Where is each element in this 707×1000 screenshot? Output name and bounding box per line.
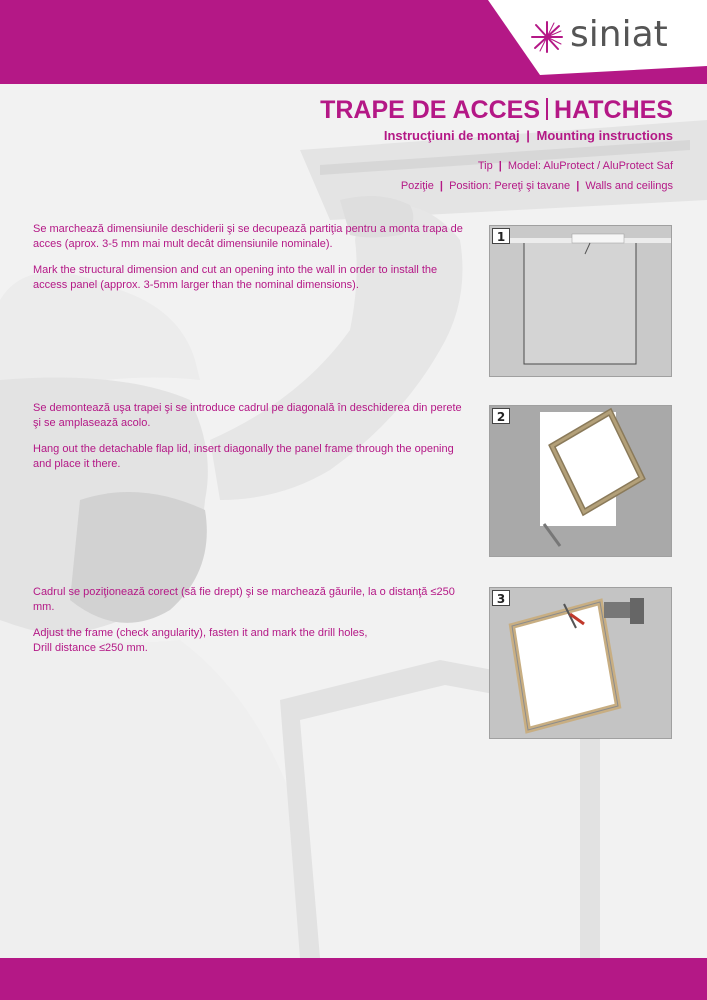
position-value-en: Walls and ceilings [585,180,673,192]
position-line [401,180,673,192]
type-label-ro: Tip [477,160,493,172]
position-value-ro: Pereţi şi tavane [494,180,571,192]
step-3-number: 3 [492,590,510,606]
step-3-text-en-1: Adjust the frame (check angularity), fasten it and mark the drill holes, [33,627,368,639]
step-3-text-en-2: Drill distance ≤250 mm. [33,642,148,654]
position-separator: | [436,180,447,192]
page-subtitle [384,128,673,143]
step-1-text [33,222,463,304]
step-3-illustration [489,587,672,739]
step-3-text [33,585,463,667]
brand-logo-text: siniat [570,14,668,55]
bottom-brand-bar [0,958,707,1000]
subtitle-en: Mounting instructions [536,128,673,143]
position-label-ro: Poziţie [400,180,434,192]
type-separator: | [495,160,505,172]
diagonal-frame-drawing [490,406,672,557]
siniat-star-icon [530,20,564,54]
frame-fastening-drawing [490,588,672,739]
page-title [320,96,673,125]
step-3-text-ro: Cadrul se poziţionează corect (să fie drept) şi se marchează găurile, la o distanţă ≤250 mm. [33,586,455,613]
step-2-illustration [489,405,672,557]
step-2-text-en: Hang out the detachable flap lid, insert diagonally the panel frame through the opening and place it there. [33,443,454,470]
step-1-illustration [489,225,672,377]
type-value: AluProtect / AluProtect Saf [543,160,673,172]
wall-opening-drawing [490,226,672,377]
step-1-number: 1 [492,228,510,244]
title-ro: TRAPE DE ACCES [320,96,541,124]
step-1-text-ro: Se marchează dimensiunile deschiderii şi se decupează partiţia pentru a monta trapa de acces (aprox. 3-5 mm mai mult decât dimensiunile nominale). [33,223,463,250]
step-2-text [33,401,463,483]
step-2-text-ro: Se demontează uşa trapei şi se introduce cadrul pe diagonală în deschiderea din perete şi se amplasează acolo. [33,402,462,429]
title-en: HATCHES [554,96,673,124]
position-value-separator: | [573,180,583,192]
position-label-en: Position: [449,180,492,192]
subtitle-ro: Instrucţiuni de montaj [383,128,520,143]
model-line [478,160,673,172]
step-2-number: 2 [492,408,510,424]
type-label-en: Model: [507,160,541,172]
subtitle-separator: | [522,128,534,143]
step-1-text-en: Mark the structural dimension and cut an opening into the wall in order to install the access panel (approx. 3-5mm larger than the nominal dimensions). [33,264,438,291]
title-separator [546,98,548,120]
